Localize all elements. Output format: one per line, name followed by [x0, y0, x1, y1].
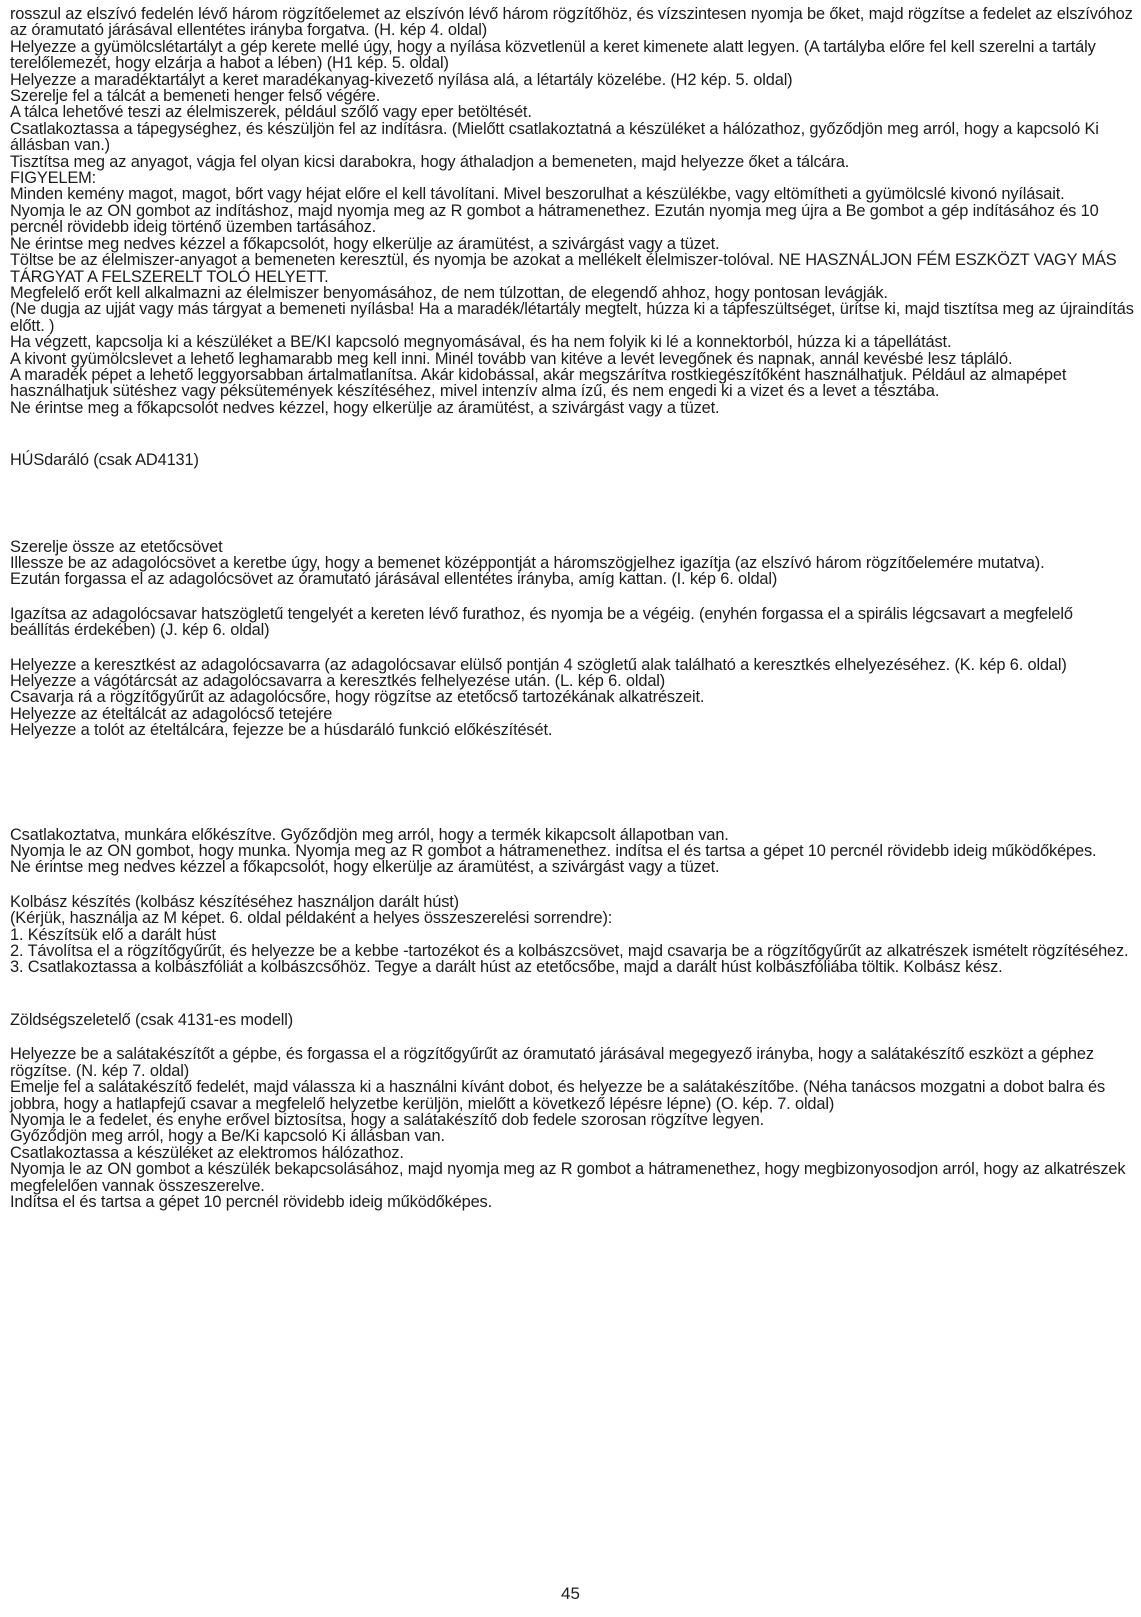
paragraph: Helyezze az ételtálcát az adagolócső tetejére — [10, 704, 333, 723]
paragraph: Ezután forgassa el az adagolócsövet az óramutató járásával ellentétes irányba, amíg kattan. (I. kép 6. oldal) — [10, 570, 778, 589]
spacer — [10, 469, 1134, 539]
grinder-assembly-section — [10, 539, 1134, 739]
paragraph: Helyezze a tolót az ételtálcára, fejezze be a húsdaráló funkció előkészítését. — [10, 721, 553, 740]
paragraph: Minden kemény magot, magot, bőrt vagy héjat előre el kell távolítani. Mivel beszorulhat a készülékbe, vagy eltömítheti a gyümölcslé kivonó nyílásait. — [10, 185, 1065, 204]
paragraph: Győződjön meg arról, hogy a Be/Ki kapcsoló Ki állásban van. — [10, 1127, 445, 1146]
warning-label: FIGYELEM: — [10, 169, 97, 188]
paragraph: Tisztítsa meg az anyagot, vágja fel olyan kicsi darabokra, hogy áthaladjon a bemeneten, majd helyezze őket a tálcára. — [10, 152, 850, 171]
section-heading-grinder: HÚSdaráló (csak AD4131) — [10, 451, 199, 470]
spacer — [10, 639, 1134, 657]
paragraph: Emelje fel a salátakészítő fedelét, majd válassza ki a használni kívánt dobot, és helyezze be a salátakészítőbe. (Néha tanácsos mozgatni a dobot balra és jobbra, hogy a hatlapfejű csavar a megfelelő helyzetbe kerüljön, mielőtt a következő lépésre lépne) (O. kép. 7. oldal) — [10, 1078, 1105, 1113]
paragraph: Töltse be az élelmiszer-anyagot a bemeneten keresztül, és nyomja be azokat a mellékelt élelmiszer-tolóval. NE HASZNÁLJON FÉM ESZKÖZT VAGY MÁS TÁRGYAT A FELSZERELT TOLÓ HELYETT. — [10, 251, 1117, 286]
paragraph: Ne érintse meg a főkapcsolót nedves kézzel, hogy elkerülje az áramütést, a szivárgást vagy a tüzet. — [10, 398, 720, 417]
paragraph: Nyomja le az ON gombot, hogy munka. Nyomja meg az R gombot a hátramenethez. indítsa el és tartsa a gépet 10 percnél rövidebb ideig működőképes. — [10, 842, 1097, 861]
paragraph: Szerelje fel a tálcát a bemeneti henger felső végére. — [10, 87, 381, 106]
paragraph: Csatlakoztassa a készüléket az elektromos hálózathoz. — [10, 1143, 404, 1162]
grinder-operation-section — [10, 827, 1134, 876]
sausage-section — [10, 894, 1134, 976]
paragraph: Helyezze a vágótárcsát az adagolócsavarra a keresztkés felhelyezése után. (L. kép 6. oldal) — [10, 672, 666, 690]
paragraph: Ne érintse meg nedves kézzel a főkapcsolót, hogy elkerülje az áramütést, a szivárgást vagy a tüzet. — [10, 234, 720, 253]
slicer-section — [10, 1046, 1134, 1210]
paragraph: Csatlakoztatva, munkára előkészítve. Győződjön meg arról, hogy a termék kikapcsolt állapotban van. — [10, 825, 729, 844]
paragraph: Nyomja le a fedelet, és enyhe erővel biztosítsa, hogy a salátakészítő dob fedele szorosan rögzítve legyen. — [10, 1110, 764, 1129]
spacer — [10, 1028, 1134, 1046]
paragraph: Helyezze a gyümölcslétartályt a gép kerete mellé úgy, hogy a nyílása közvetlenül a keret kimenete alatt legyen. (A tartályba előre fel kell szerelni a tartály terelőlemezét, hogy elzárja a habot a lében) (H1 kép. 5. oldal) — [10, 37, 1096, 73]
paragraph: Helyezze a maradéktartályt a keret maradékanyag-kivezető nyílása alá, a létartály közelébe. (H2 kép. 5. oldal) — [10, 70, 793, 89]
spacer — [10, 588, 1134, 606]
spacer — [10, 976, 1134, 1012]
paragraph: 3. Csatlakoztassa a kolbászfóliát a kolbászcsőhöz. Tegye a darált húst az etetőcsőbe, majd a darált húst kolbászfóliába töltik. Kolbász kész. — [10, 958, 1003, 977]
paragraph: (Ne dugja az ujját vagy más tárgyat a bemeneti nyílásba! Ha a maradék/létartály megtelt, húzza ki a tápfeszültséget, ürítse ki, majd tisztítsa meg az újraindítás előtt. ) — [10, 300, 1134, 335]
paragraph: rosszul az elszívó fedelén lévő három rögzítőelemet az elszívón lévő három rögzítőhöz, és vízszintesen nyomja be őket, majd rögzítse a fedelet az elszívóhoz az óramutató járásával ellentétes irányba forgatva. (H. kép 4. oldal) — [10, 5, 1133, 40]
paragraph: Indítsa el és tartsa a gépet 10 percnél rövidebb ideig működőképes. — [10, 1192, 492, 1211]
spacer — [10, 739, 1134, 827]
paragraph: Illessze be az adagolócsövet a keretbe úgy, hogy a bemenet középpontját a háromszögjelhez igazítja (az elszívó három rögzítőelemére mutatva). — [10, 553, 1045, 572]
paragraph: Nyomja le az ON gombot a készülék bekapcsolásához, majd nyomja meg az R gombot a hátramenethez, hogy megbizonyosodjon arról, hogy az alkatrészek megfelelően vannak összeszerelve. — [10, 1160, 1126, 1195]
paragraph: A kivont gyümölcslevet a lehető leghamarabb meg kell inni. Minél tovább van kitéve a levét levegőnek és napnak, annál kevésbé lesz tápláló. — [10, 349, 1013, 368]
paragraph: A tálca lehetővé teszi az élelmiszerek, például szőlő vagy eper betöltését. — [10, 103, 532, 122]
paragraph: 2. Távolítsa el a rögzítőgyűrűt, és helyezze be a kebbe -tartozékot és a kolbászcsövet, majd csavarja be a rögzítőgyűrűt az alkatrészek ismételt rögzítéséhez. — [10, 942, 1129, 961]
paragraph: Helyezze a keresztkést az adagolócsavarra (az adagolócsavar elülső pontján 4 szögletű alak található a keresztkés elhelyezéséhez. (K. kép 6. oldal) — [10, 655, 1067, 674]
paragraph: Ne érintse meg nedves kézzel a főkapcsolót, hogy elkerülje az áramütést, a szivárgást vagy a tüzet. — [10, 858, 720, 877]
paragraph: Csavarja rá a rögzítőgyűrűt az adagolócsőre, hogy rögzítse az etetőcső tartozékának alkatrészeit. — [10, 688, 705, 707]
paragraph: A maradék pépet a lehető leggyorsabban ártalmatlanítsa. Akár kidobással, akár megszárítva rostkiegészítőként használhatjuk. Például az almapépet használhatjuk sütéshez vagy péksütemények készítéséhez, mivel intenzív alma ízű, és nem engedi ki a vizet és a levet a tésztába. — [10, 365, 1067, 401]
paragraph: Helyezze be a salátakészítőt a gépbe, és forgassa el a rögzítőgyűrűt az óramutató járásával megegyező irányba, hogy a salátakészítő eszközt a géphez rögzítse. (N. kép 7. oldal) — [10, 1045, 1094, 1080]
paragraph: Ha végzett, kapcsolja ki a készüléket a BE/KI kapcsoló megnyomásával, és ha nem folyik ki lé a konnektorból, húzza ki a tápellátást. — [10, 333, 952, 352]
juicer-section — [10, 6, 1134, 416]
paragraph: Csatlakoztassa a tápegységhez, és készüljön fel az indításra. (Mielőtt csatlakoztatná a készüléket a hálózathoz, győződjön meg arról, hogy a kapcsoló Ki állásban van.) — [10, 119, 1099, 155]
paragraph: Igazítsa az adagolócsavar hatszögletű tengelyét a kereten lévő furathoz, és nyomja be a végéig. (enyhén forgassa el a spirális légcsavart a megfelelő beállítás érdekében) (J. kép 6. oldal) — [10, 604, 1073, 640]
page-number: 45 — [561, 1584, 580, 1603]
paragraph: Megfelelő erőt kell alkalmazni az élelmiszer benyomásához, de nem túlzottan, de elegendő ahhoz, hogy pontosan levágják. — [10, 283, 888, 302]
spacer — [10, 876, 1134, 894]
paragraph: Szerelje össze az etetőcsövet — [10, 537, 223, 556]
spacer — [10, 416, 1134, 452]
section-heading-slicer: Zöldségszeletelő (csak 4131-es modell) — [10, 1010, 294, 1029]
paragraph: 1. Készítsük elő a darált húst — [10, 925, 216, 944]
paragraph: (Kérjük, használja az M képet. 6. oldal példaként a helyes összeszerelési sorrendre): — [10, 909, 613, 928]
manual-page — [10, 6, 1134, 1210]
paragraph: Nyomja le az ON gombot az indításhoz, majd nyomja meg az R gombot a hátramenethez. Ezután nyomja meg újra a Be gombot a gép indításához és 10 percnél rövidebb ideig történő üzemben tartásához. — [10, 201, 1099, 237]
paragraph: Kolbász készítés (kolbász készítéséhez használjon darált húst) — [10, 892, 459, 911]
